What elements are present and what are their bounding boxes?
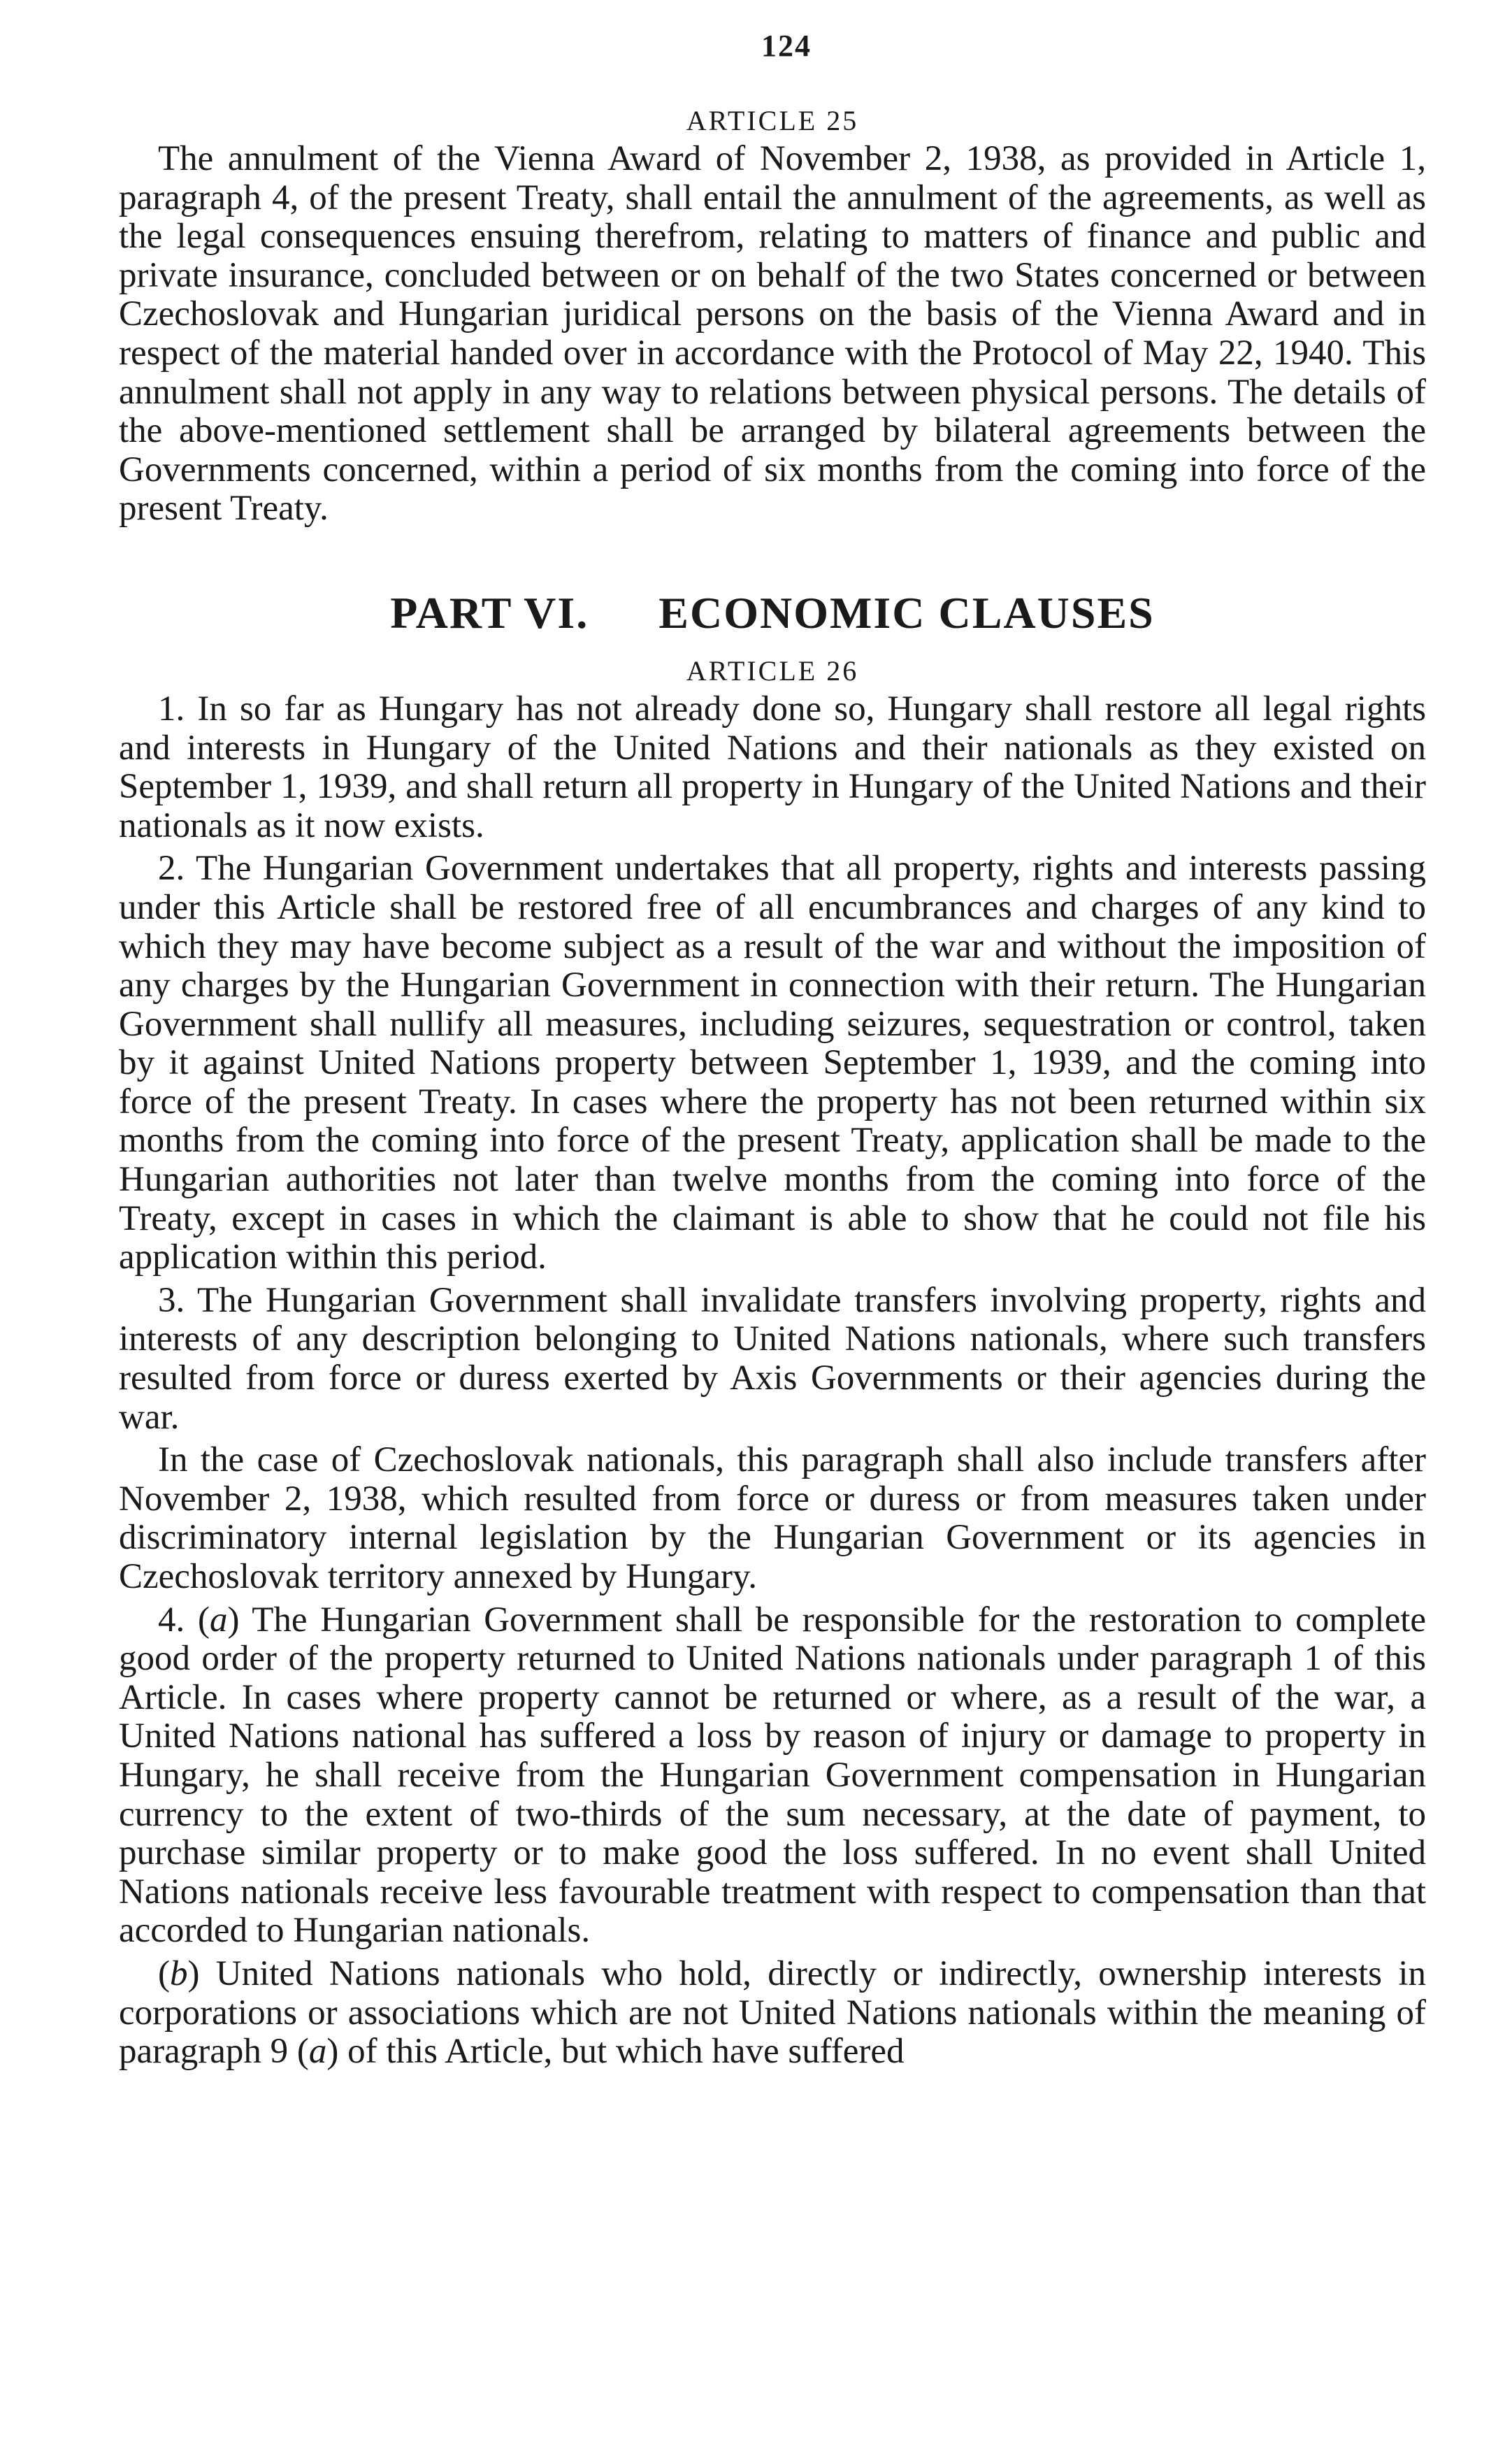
para-4b-letter: b — [169, 1953, 188, 1993]
para-4a-text: ) The Hungarian Government shall be responsible for the restoration to complete good order of the property returned to United Nations nationals under paragraph 1 of this Article. In cases where property cannot be returned or where, as a result of the war, a United Nations national has suffered a loss by reason of injury or damage to property in Hungary, he shall receive from the Hungarian Government compensation in Hungarian currency to the extent of two-thirds of the sum necessary, at the date of payment, to purchase similar property or to make good the loss suffered. In no event shall United Nations nationals receive less favourable treatment with respect to compensation than that accorded to Hungarian nationals. — [119, 1600, 1427, 1951]
part-heading — [119, 587, 1426, 639]
article-26-paragraph-1: 1. In so far as Hungary has not already done so, Hungary shall restore all legal rights and interests in Hungary of the United Nations and their nationals as they existed on September 1, 1939, and shall return all property in Hungary of the United Nations and their nationals as it now exists. — [119, 689, 1426, 845]
article-26-paragraph-3: 3. The Hungarian Government shall invalidate transfers involving property, rights and interests of any description belonging to United Nations nationals, where such transfers resulted from force or duress exerted by Axis Governments or their agencies during the war. — [119, 1280, 1426, 1437]
para-4b-text-1: ) United Nations nationals who hold, directly or indirectly, ownership interests in corporations or associations which are not United Nations nationals within the meaning of paragraph 9 ( — [119, 1953, 1426, 2072]
article-26-heading: ARTICLE 26 — [686, 654, 859, 687]
article-26-paragraph-3-czechoslovak: In the case of Czechoslovak nationals, this paragraph shall also include transfers after November 2, 1938, which resulted from force or duress or from measures taken under discriminatory internal legislation by the Hungarian Government or its agencies in Czechoslovak territory annexed by Hungary. — [119, 1440, 1426, 1596]
page-number: 124 — [761, 29, 812, 63]
para-4b-prefix: ( — [158, 1953, 170, 1993]
para-4b-text-2: ) of this Article, but which have suffered — [326, 2032, 905, 2072]
article-25-heading: ARTICLE 25 — [686, 105, 859, 136]
para-4a-letter: a — [209, 1600, 228, 1640]
article-26-paragraph-4b — [119, 1955, 1426, 2072]
article-25-paragraph: The annulment of the Vienna Award of November 2, 1938, as provided in Article 1, paragraph 4, of the present Treaty, shall entail the annulment of the agreements, as well as the legal consequences ensuing therefrom, relating to matters of finance and public and private insurance, concluded between or on behalf of the two States concerned or between Czechoslovak and Hungarian juridical persons on the basis of the Vienna Award and in respect of the material handed over in accordance with the Protocol of May 22, 1940. This annulment shall not apply in any way to relations between physical persons. The details of the above-mentioned settlement shall be arranged by bilateral agreements between the Governments concerned, within a period of six months from the coming into force of the present Treaty. — [119, 139, 1426, 529]
part-label: PART VI. — [390, 587, 589, 638]
document-page — [119, 28, 1426, 2072]
article-26-paragraph-2: 2. The Hungarian Government undertakes that all property, rights and interests passing under this Article shall be restored free of all encumbrances and charges of any kind to which they may have become subject as a result of the war and without the imposition of any charges by the Hungarian Government in connection with their return. The Hungarian Government shall nullify all measures, including seizures, sequestration or control, taken by it against United Nations property between September 1, 1939, and the coming into force of the present Treaty. In cases where the property has not been returned within six months from the coming into force of the present Treaty, application shall be made to the Hungarian authorities not later than twelve months from the coming into force of the Treaty, except in cases in which the claimant is able to show that he could not file his application within this period. — [119, 849, 1426, 1277]
para-4a-prefix: 4. ( — [158, 1600, 210, 1640]
part-title: ECONOMIC CLAUSES — [658, 587, 1155, 638]
para-4b-ref-letter: a — [308, 2032, 327, 2072]
article-26-paragraph-4a — [119, 1601, 1426, 1951]
